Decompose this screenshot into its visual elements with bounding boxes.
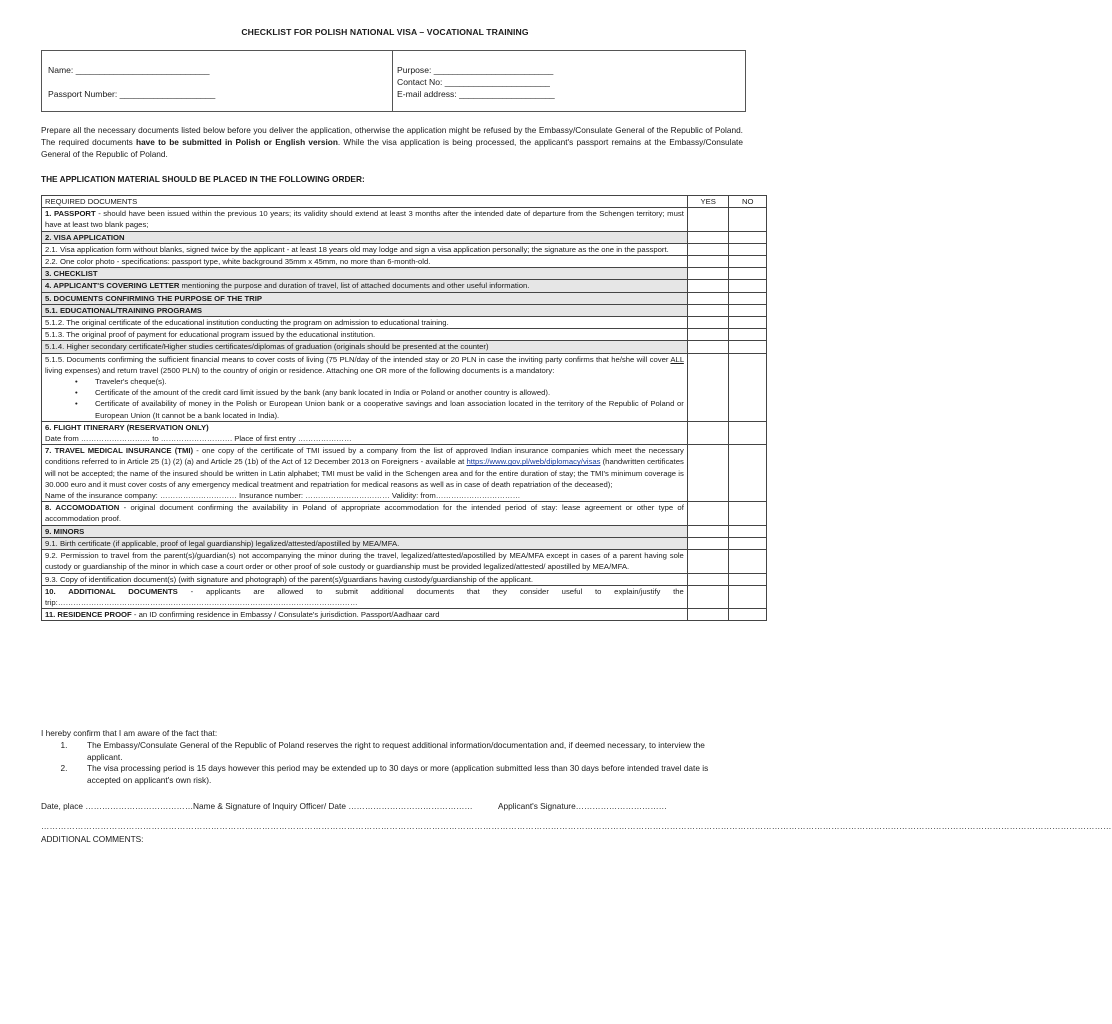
row-travel-permission: 9.2. Permission to travel from the parent(s)/guardian(s) not accompanying the minor during the travel, legalized/attested/apostilled by MEA/MFA except in cases of a parent having sole custody or guardianship of the minor in which case a court order or other proof of sole custody or guardianship must be provided legalized/attested/ apostilled by MEA/MFA. bbox=[42, 550, 688, 573]
table-row bbox=[42, 329, 767, 341]
table-row bbox=[42, 573, 767, 585]
no-checkbox[interactable] bbox=[729, 537, 767, 549]
row-label bbox=[45, 422, 684, 433]
dotted-line: ……………………………………………………………………………………………………………………………………………………………………………………………………………………………………………………………………………………………………………………………………………… bbox=[41, 821, 1112, 831]
table-row bbox=[42, 609, 767, 621]
yes-checkbox[interactable] bbox=[687, 421, 729, 444]
yes-checkbox[interactable] bbox=[687, 329, 729, 341]
list-item bbox=[41, 740, 741, 764]
no-checkbox[interactable] bbox=[729, 550, 767, 573]
row-label: 3. CHECKLIST bbox=[45, 269, 98, 279]
row-accommodation bbox=[42, 502, 688, 525]
row-travel-insurance bbox=[42, 445, 688, 502]
row-label: 4. APPLICANT'S COVERING LETTER bbox=[45, 281, 180, 291]
additional-comments-label: ADDITIONAL COMMENTS: bbox=[41, 834, 144, 844]
insurance-details-line: Name of the insurance company: ………………………… Insurance number: …………………………… Validity: from…………………………… bbox=[45, 491, 521, 501]
row-text-underlined: ALL bbox=[670, 354, 684, 364]
row-visa-application bbox=[42, 231, 688, 243]
row-secondary-certificate: 5.1.4. Higher secondary certificate/Higher studies certificates/diplomas of graduation (originals should be presented at the counter) bbox=[42, 341, 688, 353]
row-covering-letter bbox=[42, 280, 688, 292]
financial-means-text bbox=[45, 354, 684, 376]
table-row bbox=[42, 304, 767, 316]
applicant-signature-field[interactable]: Applicant's Signature…………………………… bbox=[498, 801, 667, 811]
no-checkbox[interactable] bbox=[729, 353, 767, 421]
yes-checkbox[interactable] bbox=[687, 256, 729, 268]
yes-checkbox[interactable] bbox=[687, 609, 729, 621]
row-checklist bbox=[42, 268, 688, 280]
row-text: - should have been issued within the previous 10 years; its validity should extend at least 3 months after the intended date of departure from the Schengen territory; must have at least two blank pages; bbox=[45, 209, 684, 230]
row-parent-id: 9.3. Copy of identification document(s) (with signature and photograph) of the parent(s)/guardians having custody/guardianship of the applicant. bbox=[42, 573, 688, 585]
confirmation-item-1: The Embassy/Consulate General of the Republic of Poland reserves the right to request additional information/documentation and, if deemed necessary, to interview the applicant. bbox=[87, 739, 705, 762]
row-label: 9. MINORS bbox=[45, 526, 85, 536]
box-divider bbox=[392, 51, 393, 111]
order-heading: THE APPLICATION MATERIAL SHOULD BE PLACED IN THE FOLLOWING ORDER: bbox=[41, 174, 365, 184]
row-financial-means bbox=[42, 353, 688, 421]
table-row bbox=[42, 341, 767, 353]
no-checkbox[interactable] bbox=[729, 317, 767, 329]
no-checkbox[interactable] bbox=[729, 268, 767, 280]
no-checkbox[interactable] bbox=[729, 341, 767, 353]
yes-checkbox[interactable] bbox=[687, 502, 729, 525]
bullet-icon: • bbox=[75, 399, 78, 409]
intro-text-2: . While the visa application is being processed, the applicant's passport remains at the Embassy/Consulate General of the Republic of Poland. bbox=[41, 136, 743, 159]
visas-link[interactable]: https://www.gov.pl/web/diplomacy/visas bbox=[466, 457, 601, 467]
row-text: mentioning the purpose and duration of travel, list of attached documents and other useful information. bbox=[179, 281, 530, 291]
yes-checkbox[interactable] bbox=[687, 341, 729, 353]
row-payment-proof: 5.1.3. The original proof of payment for educational program issued by the educational institution. bbox=[42, 329, 688, 341]
no-checkbox[interactable] bbox=[729, 256, 767, 268]
row-text: - an ID confirming residence in Embassy / Consulate's jurisdiction. Passport/Aadhaar card bbox=[131, 610, 440, 620]
intro-text-bold: have to be submitted in Polish or English version bbox=[136, 136, 338, 147]
no-checkbox[interactable] bbox=[729, 243, 767, 255]
row-text: living expenses) and return travel (2500 PLN) to the country of origin or residence. Attaching one OR more of the following documents is a mandatory: bbox=[45, 365, 555, 375]
contact-number-field[interactable]: Contact No: ______________________ bbox=[397, 77, 550, 87]
row-text: Date from ……………………… to ………………………. Place of first entry ………………… bbox=[45, 434, 352, 444]
row-photo: 2.2. One color photo - specifications: passport type, white background 35mm x 45mm, no more than 6-month-old. bbox=[42, 256, 688, 268]
list-item bbox=[41, 763, 741, 787]
intro-paragraph bbox=[41, 125, 743, 160]
table-row bbox=[42, 256, 767, 268]
row-label-text: 6. FLIGHT ITINERARY (RESERVATION ONLY) bbox=[45, 422, 209, 432]
yes-checkbox[interactable] bbox=[687, 537, 729, 549]
header-no: NO bbox=[729, 196, 767, 208]
purpose-field[interactable]: Purpose: _________________________ bbox=[397, 65, 554, 75]
yes-checkbox[interactable] bbox=[687, 317, 729, 329]
officer-signature-field[interactable]: Name & Signature of Inquiry Officer/ Date ……………………………………… bbox=[193, 801, 473, 811]
bullet-text: Traveler's cheque(s). bbox=[95, 377, 167, 387]
row-visa-form: 2.1. Visa application form without blanks, signed twice by the applicant - at least 18 years old may lodge and sign a visa application personally; the signature as the one in the passport. bbox=[42, 243, 688, 255]
bullet-icon: • bbox=[75, 388, 78, 398]
row-minors bbox=[42, 525, 688, 537]
row-text: - applicants are allowed to submit additional documents that they consider useful to explain/justify the trip:……………………………………………………………………………………………………… bbox=[45, 586, 684, 607]
documents-checklist-table bbox=[41, 195, 767, 621]
table-row bbox=[42, 268, 767, 280]
yes-checkbox[interactable] bbox=[687, 573, 729, 585]
table-row bbox=[42, 292, 767, 304]
list-item bbox=[45, 387, 684, 398]
no-checkbox[interactable] bbox=[729, 304, 767, 316]
list-item bbox=[45, 376, 684, 387]
row-birth-certificate: 9.1. Birth certificate (if applicable, proof of legal guardianship) legalized/attested/apostilled by MEA/MFA. bbox=[42, 537, 688, 549]
row-purpose-documents bbox=[42, 292, 688, 304]
table-row bbox=[42, 585, 767, 608]
row-residence-proof bbox=[42, 609, 688, 621]
name-field[interactable]: Name: ____________________________ bbox=[48, 65, 210, 75]
passport-number-field[interactable]: Passport Number: ____________________ bbox=[48, 89, 216, 99]
row-educational-programs bbox=[42, 304, 688, 316]
table-row bbox=[42, 550, 767, 573]
insurance-text bbox=[45, 445, 684, 490]
date-place-field[interactable]: Date, place ………………………………… bbox=[41, 801, 194, 811]
header-yes: YES bbox=[687, 196, 729, 208]
row-label: 5.1. EDUCATIONAL/TRAINING PROGRAMS bbox=[45, 305, 203, 315]
row-label: 5. DOCUMENTS CONFIRMING THE PURPOSE OF THE TRIP bbox=[45, 293, 262, 303]
table-row bbox=[42, 537, 767, 549]
no-checkbox[interactable] bbox=[729, 609, 767, 621]
yes-checkbox[interactable] bbox=[687, 585, 729, 608]
page-title: CHECKLIST FOR POLISH NATIONAL VISA – VOCATIONAL TRAINING bbox=[241, 27, 529, 37]
yes-checkbox[interactable] bbox=[687, 208, 729, 231]
row-label: 10. ADDITIONAL DOCUMENTS bbox=[45, 586, 178, 596]
email-field[interactable]: E-mail address: ____________________ bbox=[397, 89, 555, 99]
yes-checkbox[interactable] bbox=[687, 243, 729, 255]
row-text: - original document confirming the availability in Poland of appropriate accommodation for the intended period of stay: lease agreement or other type of accommodation proof. bbox=[45, 503, 684, 524]
table-row bbox=[42, 208, 767, 231]
intro-text-1: Prepare all the necessary documents listed below before you deliver the application, otherwise the application might be refused by the Embassy/Consulate General of the Republic of Poland. The required documents bbox=[41, 125, 743, 147]
no-checkbox[interactable] bbox=[729, 421, 767, 444]
header-required-documents: REQUIRED DOCUMENTS bbox=[42, 196, 688, 208]
row-label: 2. VISA APPLICATION bbox=[45, 232, 125, 242]
yes-checkbox[interactable] bbox=[687, 268, 729, 280]
yes-checkbox[interactable] bbox=[687, 280, 729, 292]
row-label: 11. RESIDENCE PROOF bbox=[45, 610, 132, 620]
item-number: 2. bbox=[60, 763, 68, 774]
table-row bbox=[42, 317, 767, 329]
yes-checkbox[interactable] bbox=[687, 550, 729, 573]
row-text: 5.1.5. Documents confirming the sufficient financial means to cover costs of living (75 PLN/day of the intended stay or 20 PLN in case the inviting party confirms that he/she will cover bbox=[45, 354, 671, 364]
no-checkbox[interactable] bbox=[729, 585, 767, 608]
no-checkbox[interactable] bbox=[729, 231, 767, 243]
row-flight-itinerary bbox=[42, 421, 688, 444]
no-checkbox[interactable] bbox=[729, 208, 767, 231]
bullet-text: Certificate of the amount of the credit card limit issued by the bank (any bank located in India or Poland or another country is allowed). bbox=[95, 388, 551, 398]
no-checkbox[interactable] bbox=[729, 280, 767, 292]
yes-checkbox[interactable] bbox=[687, 445, 729, 502]
yes-checkbox[interactable] bbox=[687, 231, 729, 243]
row-additional-documents bbox=[42, 585, 688, 608]
table-row bbox=[42, 280, 767, 292]
table-header-row bbox=[42, 196, 767, 208]
yes-checkbox[interactable] bbox=[687, 525, 729, 537]
table-row bbox=[42, 502, 767, 525]
no-checkbox[interactable] bbox=[729, 573, 767, 585]
no-checkbox[interactable] bbox=[729, 329, 767, 341]
table-row bbox=[42, 231, 767, 243]
no-checkbox[interactable] bbox=[729, 502, 767, 525]
no-checkbox[interactable] bbox=[729, 525, 767, 537]
yes-checkbox[interactable] bbox=[687, 292, 729, 304]
row-text: (handwritten certificates will not be accepted; the name of the insured should be written in Latin alphabet; TMI must be valid in the Schengen area and for the entire duration of stay; the TMI's minimum coverage is 30.000 euro and it must cover costs of any emergency medical treatment and repatriation for medical reasons as well as in case of death repatriation of the deceased); bbox=[45, 457, 684, 489]
table-row bbox=[42, 525, 767, 537]
applicant-details-box bbox=[41, 50, 746, 112]
confirmation-section bbox=[41, 728, 741, 787]
row-label: 1. PASSPORT bbox=[45, 209, 96, 219]
bullet-icon: • bbox=[75, 377, 78, 387]
table-row bbox=[42, 421, 767, 444]
table-row bbox=[42, 445, 767, 502]
yes-checkbox[interactable] bbox=[687, 304, 729, 316]
row-text: - one copy of the certificate of TMI issued by a company from the list of approved Indian insurance companies which meet the necessary conditions referred to in Article 25 (1) (2) (a) and Article 25 (1b) of the Act of 12 December 2013 on Foreigners - available at bbox=[45, 446, 684, 467]
bullet-text: Certificate of availability of money in the Polish or European Union bank or a cooperative savings and loan association located in the territory of the Republic of Poland or European Union (It cannot be a bank located in India). bbox=[95, 399, 684, 420]
list-item bbox=[45, 398, 684, 420]
no-checkbox[interactable] bbox=[729, 292, 767, 304]
table-row bbox=[42, 243, 767, 255]
no-checkbox[interactable] bbox=[729, 445, 767, 502]
yes-checkbox[interactable] bbox=[687, 353, 729, 421]
item-number: 1. bbox=[60, 739, 68, 750]
row-label: 7. TRAVEL MEDICAL INSURANCE (TMI) bbox=[45, 446, 194, 456]
row-label: 8. ACCOMODATION bbox=[45, 503, 120, 513]
table-row bbox=[42, 353, 767, 421]
row-passport bbox=[42, 208, 688, 231]
confirmation-item-2: The visa processing period is 15 days however this period may be extended up to 30 days or more (application submitted less than 30 days before intended travel date is accepted on applicant's own risk). bbox=[87, 763, 709, 786]
confirmation-intro: I hereby confirm that I am aware of the fact that: bbox=[41, 728, 218, 738]
row-admission-certificate: 5.1.2. The original certificate of the educational institution conducting the program on admission to educational training. bbox=[42, 317, 688, 329]
